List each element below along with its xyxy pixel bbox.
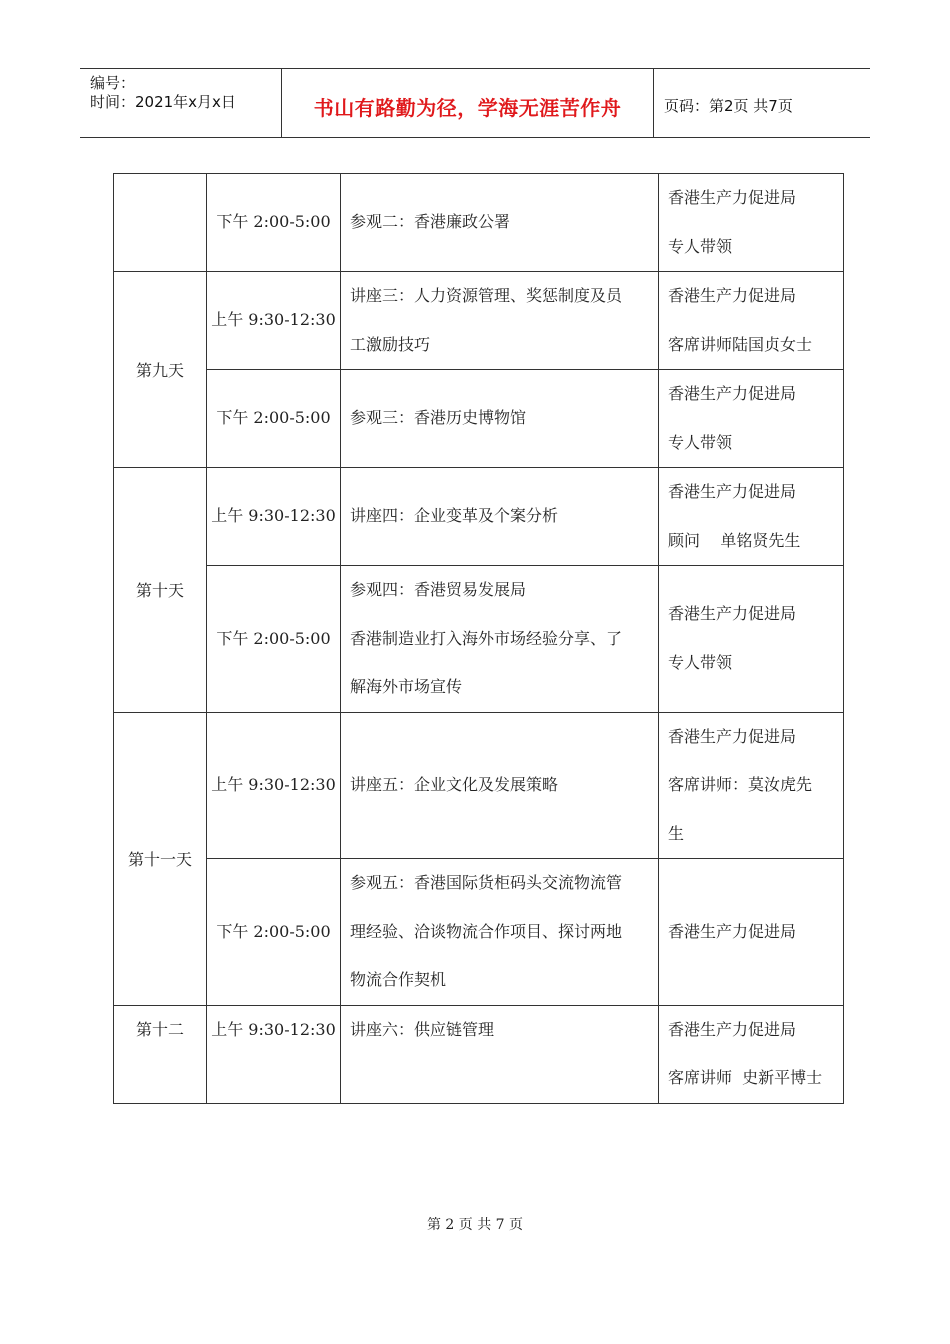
organizer-line: 香港生产力促进局 — [668, 921, 797, 941]
day-text: 第十二 — [135, 1019, 184, 1039]
activity-line: 参观三：香港历史博物馆 — [350, 408, 527, 428]
day-cell: 第十天 — [114, 468, 207, 713]
table-row — [114, 174, 844, 272]
table-row — [114, 1005, 844, 1103]
activity-line: 参观四：香港贸易发展局 — [350, 580, 527, 599]
table-row — [114, 272, 844, 370]
time-text: 下午 2:00-5:00 — [216, 628, 331, 648]
time-text: 下午 2:00-5:00 — [216, 921, 331, 941]
time-text: 上午 9:30-12:30 — [211, 506, 336, 526]
table-row — [114, 712, 844, 859]
activity-line: 讲座五：企业文化及发展策略 — [350, 775, 559, 794]
organizer-line: 专人带领 — [668, 236, 733, 256]
organizer-cell — [659, 566, 844, 713]
organizer-line: 香港生产力促进局 — [668, 482, 797, 501]
organizer-cell — [659, 859, 844, 1006]
activity-line: 讲座四：企业变革及个案分析 — [350, 506, 559, 526]
activity-cell — [341, 370, 659, 468]
organizer-line: 香港生产力促进局 — [668, 286, 797, 305]
organizer-line: 顾问 单铭贤先生 — [668, 530, 801, 550]
organizer-cell — [659, 1005, 844, 1103]
time-cell — [207, 468, 341, 566]
time-cell — [207, 566, 341, 713]
time-text: 上午 9:30-12:30 — [211, 1019, 336, 1039]
organizer-line: 香港生产力促进局 — [668, 188, 797, 207]
activity-line: 物流合作契机 — [350, 970, 447, 989]
time-cell — [207, 1005, 341, 1103]
activity-cell — [341, 566, 659, 713]
activity-line: 香港制造业打入海外市场经验分享、了 — [350, 628, 623, 648]
page-header — [80, 68, 870, 138]
table-row — [114, 566, 844, 713]
time-cell — [207, 712, 341, 859]
schedule-table — [113, 173, 844, 1104]
organizer-cell — [659, 370, 844, 468]
organizer-line: 香港生产力促进局 — [668, 384, 797, 403]
time-text: 下午 2:00-5:00 — [216, 408, 331, 428]
table-row — [114, 468, 844, 566]
day-cell — [114, 174, 207, 272]
time-text: 下午 2:00-5:00 — [216, 212, 331, 232]
table-row — [114, 370, 844, 468]
time-cell — [207, 272, 341, 370]
activity-line: 参观五：香港国际货柜码头交流物流管 — [350, 873, 623, 892]
activity-line: 工激励技巧 — [350, 334, 431, 354]
document-number-label: 编号： — [90, 74, 136, 92]
day-cell — [114, 1005, 207, 1103]
activity-line: 讲座三：人力资源管理、奖惩制度及员 — [350, 286, 623, 305]
header-meta — [80, 69, 282, 137]
organizer-cell — [659, 468, 844, 566]
organizer-cell — [659, 712, 844, 859]
activity-cell — [341, 712, 659, 859]
page-footer: 第 2 页 共 7 页 — [426, 1217, 524, 1233]
header-page-number: 页码：第2页 共7页 — [664, 96, 793, 115]
day-cell: 第九天 — [114, 272, 207, 468]
organizer-line: 专人带领 — [668, 652, 733, 672]
activity-line: 参观二：香港廉政公署 — [350, 212, 511, 232]
organizer-line: 香港生产力促进局 — [668, 604, 797, 624]
activity-line: 解海外市场宣传 — [350, 677, 463, 696]
organizer-cell — [659, 272, 844, 370]
activity-cell — [341, 859, 659, 1006]
time-cell — [207, 370, 341, 468]
time-cell — [207, 859, 341, 1006]
time-text: 上午 9:30-12:30 — [211, 775, 336, 794]
organizer-line: 香港生产力促进局 — [668, 726, 797, 746]
organizer-line: 香港生产力促进局 — [668, 1019, 797, 1039]
organizer-line: 专人带领 — [668, 432, 733, 452]
table-row — [114, 859, 844, 1006]
organizer-line: 生 — [668, 823, 685, 843]
activity-cell — [341, 272, 659, 370]
time-cell — [207, 174, 341, 272]
organizer-line: 客席讲师：莫汝虎先 — [668, 775, 813, 794]
organizer-line: 客席讲师 史新平博士 — [668, 1068, 823, 1087]
activity-cell — [341, 174, 659, 272]
activity-cell — [341, 468, 659, 566]
organizer-cell — [659, 174, 844, 272]
activity-line: 理经验、洽谈物流合作项目、探讨两地 — [350, 921, 623, 941]
header-motto: 书山有路勤为径，学海无涯苦作舟 — [282, 69, 654, 137]
time-text: 上午 9:30-12:30 — [211, 310, 336, 330]
activity-line — [350, 1054, 658, 1103]
document-date-label: 时间：2021年x月x日 — [90, 93, 236, 111]
activity-cell — [341, 1005, 659, 1103]
activity-line: 讲座六：供应链管理 — [350, 1019, 495, 1039]
organizer-line: 客席讲师陆国贞女士 — [668, 334, 813, 354]
day-cell: 第十一天 — [114, 712, 207, 1005]
